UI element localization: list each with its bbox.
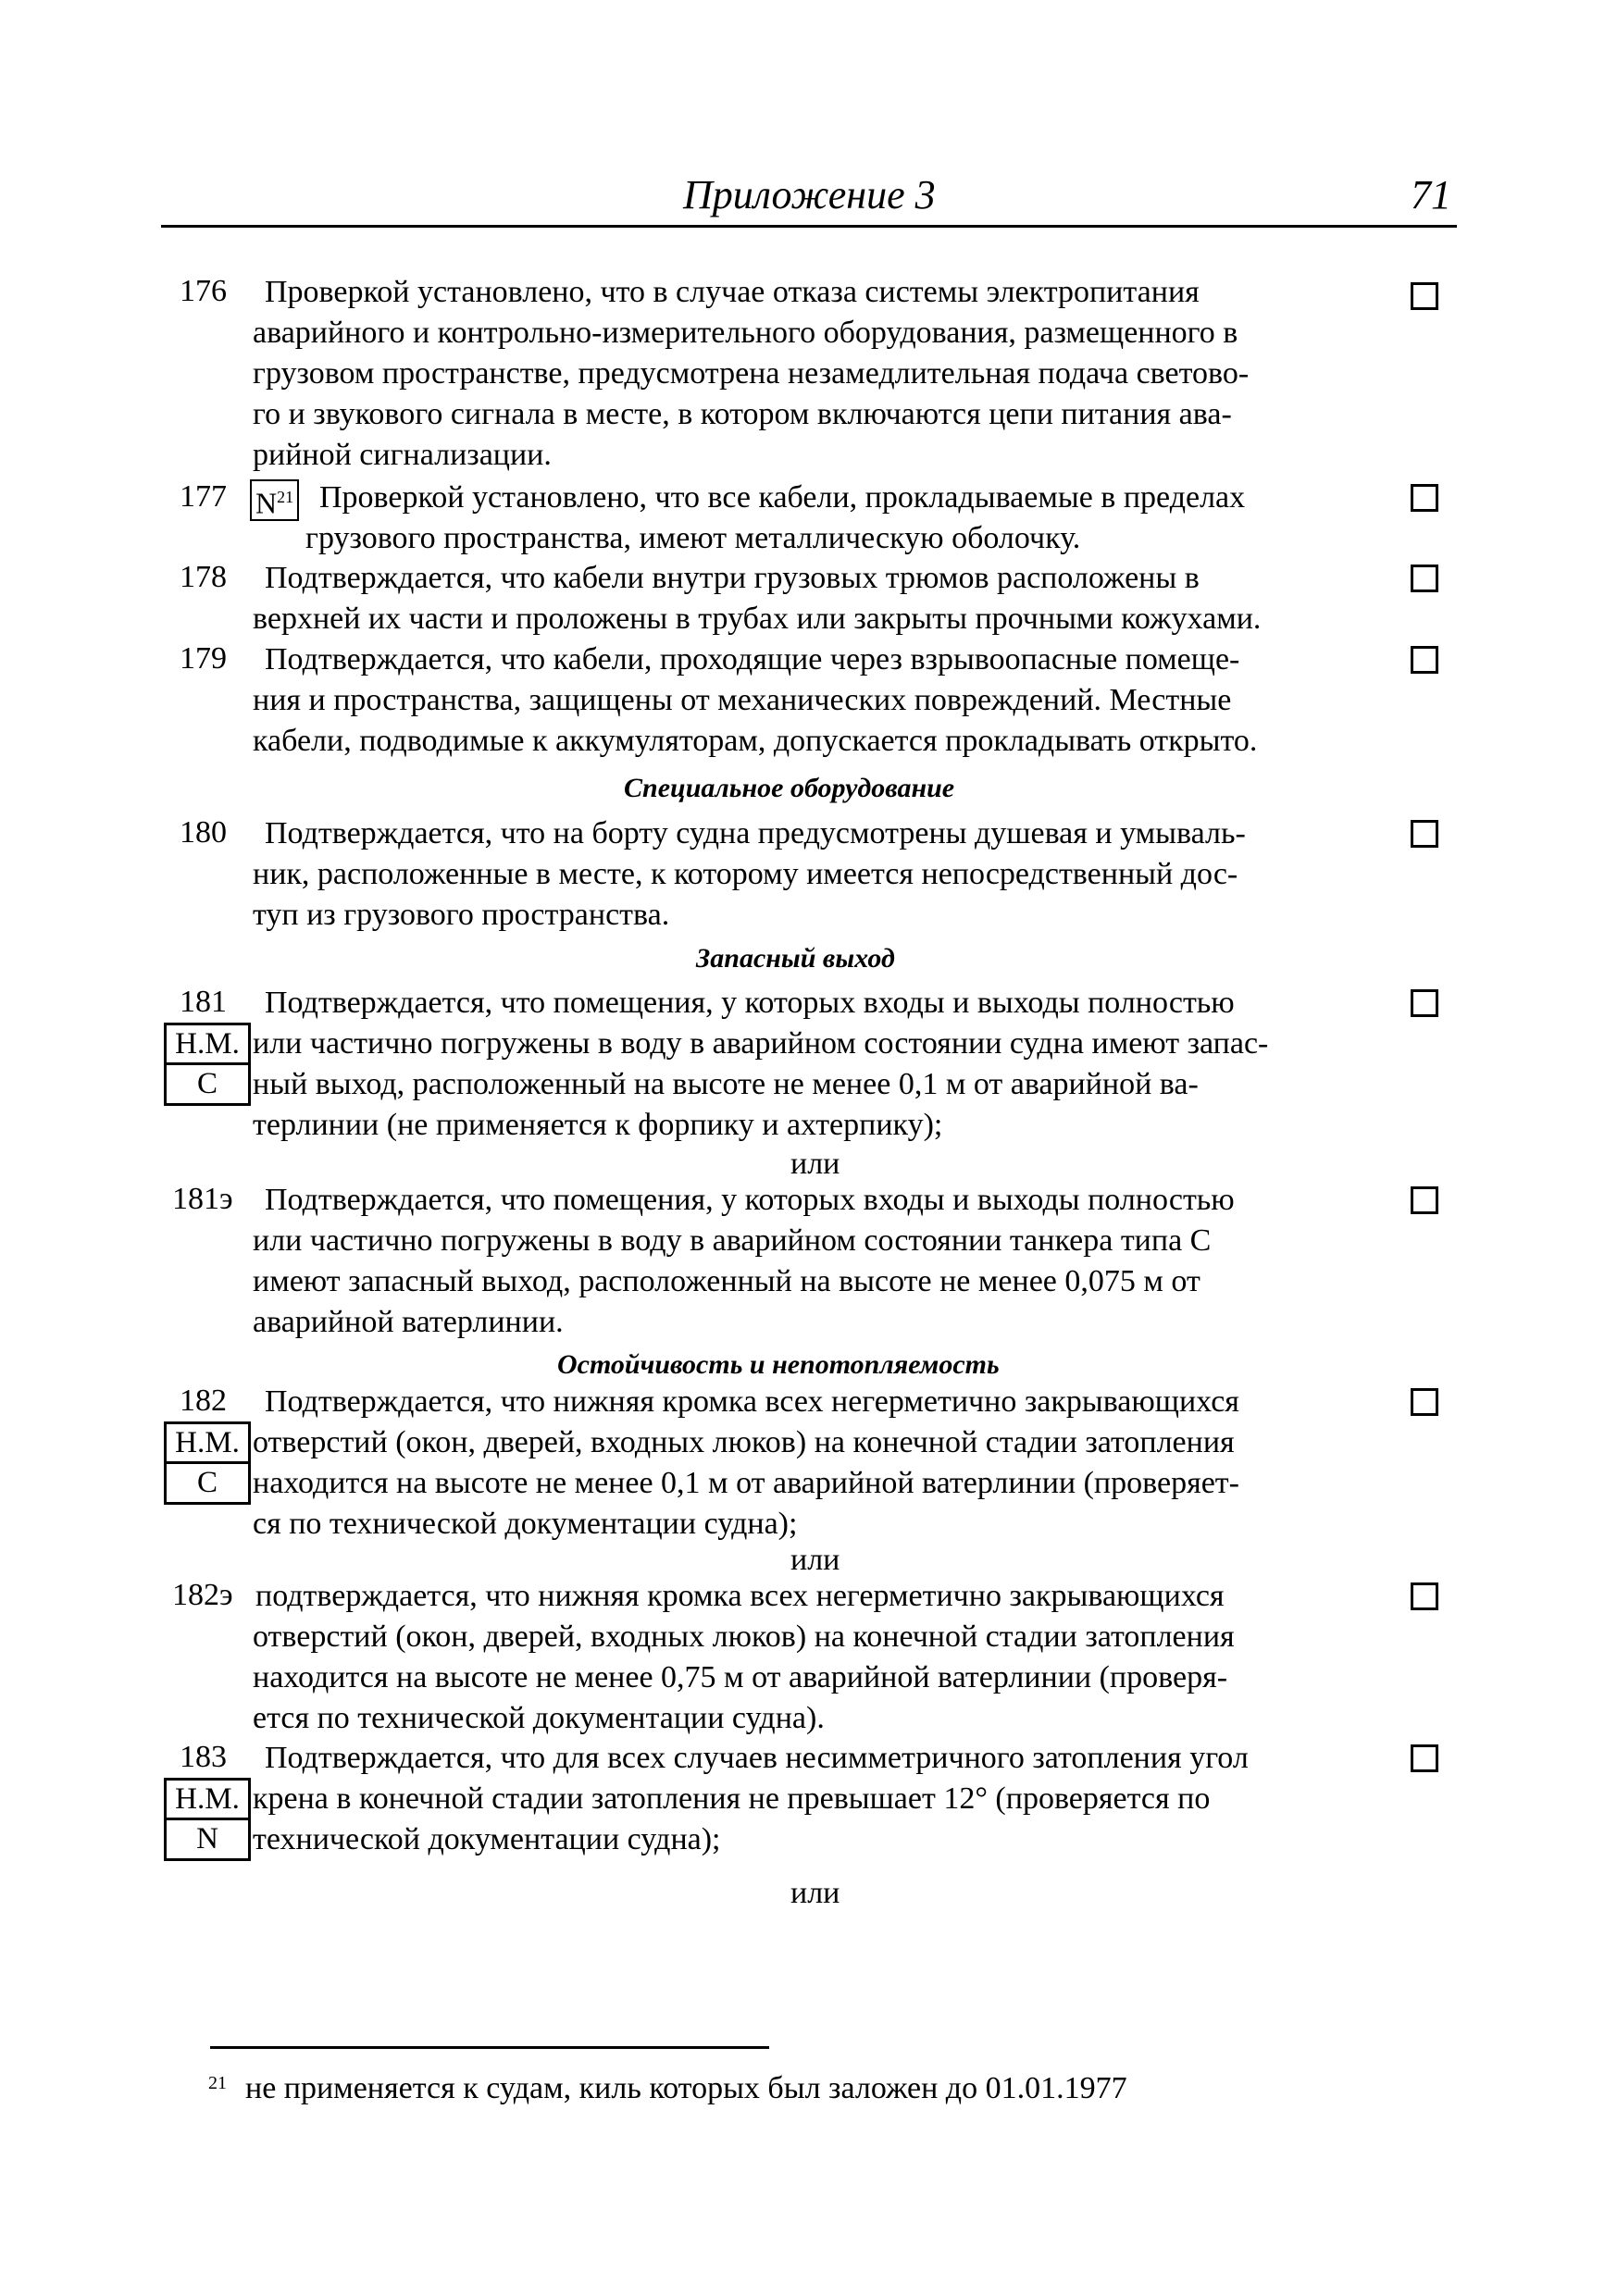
item-text-line: находится на высоте не менее 0,1 м от аварийной ватерлинии (проверяет- [253, 1466, 1239, 1500]
item-text-line: Подтверждается, что на борту судна предусмотрены душевая и умываль- [265, 816, 1246, 850]
item-text-line: Подтверждается, что нижняя кромка всех негерметично закрывающихся [265, 1384, 1239, 1419]
or-separator: или [790, 1876, 840, 1910]
item-text-line: рийной сигнализации. [253, 438, 552, 472]
item-text-line: Подтверждается, что кабели внутри грузовых трюмов расположены в [265, 561, 1200, 595]
item-182-checkbox[interactable] [1411, 1388, 1438, 1416]
item-text-line: отверстий (окон, дверей, входных люков) на конечной стадии затопления [253, 1620, 1235, 1654]
item-text-line: ния и пространства, защищены от механических повреждений. Местные [253, 683, 1232, 717]
applicability-box-top: Н.М. [164, 1778, 251, 1820]
or-separator: или [790, 1147, 840, 1181]
section-heading-special-equipment: Специальное оборудование [624, 773, 955, 803]
item-text-line: имеют запасный выход, расположенный на высоте не менее 0,075 м от [253, 1264, 1200, 1298]
item-text-line: го и звукового сигнала в месте, в котором включаются цепи питания ава- [253, 397, 1232, 431]
item-text-line: технической документации судна); [253, 1822, 721, 1856]
footnote-mark: 21 [208, 2073, 227, 2093]
item-text-line: терлинии (не применяется к форпику и ахтерпику); [253, 1108, 943, 1142]
item-text-line: Подтверждается, что кабели, проходящие через взрывоопасные помеще- [265, 642, 1240, 676]
item-text-line: Подтверждается, что для всех случаев несимметричного затопления угол [265, 1741, 1249, 1775]
item-text-line: верхней их части и проложены в трубах или закрыты прочными кожухами. [253, 602, 1262, 636]
item-text-line: крена в конечной стадии затопления не превышает 12° (проверяется по [253, 1781, 1211, 1816]
page-number: 71 [1411, 172, 1451, 217]
item-text-line: или частично погружены в воду в аварийном состоянии судна имеют запас- [253, 1026, 1269, 1061]
item-text-line: Проверкой установлено, что все кабели, прокладываемые в пределах [319, 480, 1246, 515]
item-text-line: ник, расположенные в месте, к которому имеется непосредственный дос- [253, 857, 1238, 891]
item-text-line: грузовом пространстве, предусмотрена незамедлительная подача светово- [253, 356, 1250, 391]
item-number: 181э [172, 1182, 233, 1216]
or-separator: или [790, 1543, 840, 1577]
section-heading-stability: Остойчивость и непотопляемость [557, 1349, 1000, 1380]
item-text-line: Подтверждается, что помещения, у которых входы и выходы полностью [265, 1183, 1235, 1217]
item-number: 180 [180, 815, 227, 850]
item-181e-checkbox[interactable] [1411, 1186, 1438, 1214]
item-176-checkbox[interactable] [1411, 282, 1438, 310]
item-text-line: Проверкой установлено, что в случае отказа системы электропитания [265, 275, 1200, 309]
applicability-box-top: Н.М. [164, 1023, 251, 1065]
item-number: 182э [172, 1578, 233, 1612]
item-text-line: туп из грузового пространства. [253, 898, 670, 932]
item-text-line: аварийной ватерлинии. [253, 1305, 564, 1339]
footnote-divider [210, 2046, 769, 2049]
item-text-line: Подтверждается, что помещения, у которых входы и выходы полностью [265, 986, 1235, 1020]
item-text-line: аварийного и контрольно-измерительного оборудования, размещенного в [253, 316, 1238, 350]
item-text-line: кабели, подводимые к аккумуляторам, допускается прокладывать открыто. [253, 724, 1258, 758]
item-number: 176 [180, 274, 227, 308]
item-text-line: отверстий (окон, дверей, входных люков) на конечной стадии затопления [253, 1425, 1235, 1459]
item-number: 181 [180, 985, 227, 1019]
item-number: 182 [180, 1384, 227, 1418]
item-text-line: подтверждается, что нижняя кромка всех негерметично закрывающихся [255, 1579, 1225, 1613]
item-number: 177 [180, 479, 227, 514]
item-number: 178 [180, 560, 227, 594]
item-182e-checkbox[interactable] [1411, 1582, 1438, 1610]
item-text-line: находится на высоте не менее 0,75 м от аварийной ватерлинии (проверя- [253, 1660, 1228, 1694]
item-number: 183 [180, 1740, 227, 1774]
section-heading-emergency-exit: Запасный выход [696, 943, 895, 974]
applicability-box-bottom: N [164, 1820, 251, 1861]
applicability-box-bottom: С [164, 1464, 251, 1505]
item-181-checkbox[interactable] [1411, 989, 1438, 1017]
item-183-checkbox[interactable] [1411, 1744, 1438, 1772]
footnote-ref-box: $N^{21}$ [250, 479, 299, 521]
item-178-checkbox[interactable] [1411, 565, 1438, 592]
applicability-box-bottom: С [164, 1065, 251, 1106]
item-text-line: ся по технической документации судна); [253, 1507, 798, 1541]
item-number: 179 [180, 641, 227, 676]
item-180-checkbox[interactable] [1411, 820, 1438, 848]
item-177-checkbox[interactable] [1411, 484, 1438, 512]
header-divider [161, 225, 1457, 228]
item-text-line: ный выход, расположенный на высоте не менее 0,1 м от аварийной ва- [253, 1067, 1199, 1101]
item-179-checkbox[interactable] [1411, 646, 1438, 674]
item-text-line: или частично погружены в воду в аварийном состоянии танкера типа С [253, 1223, 1212, 1258]
applicability-box-top: Н.М. [164, 1421, 251, 1464]
page-header-title: Приложение 3 [683, 172, 936, 217]
footnote-text: не применяется к судам, киль которых был заложен до 01.01.1977 [245, 2071, 1127, 2105]
item-text-line: ется по технической документации судна). [253, 1701, 825, 1735]
item-text-line: грузового пространства, имеют металлическую оболочку. [305, 521, 1081, 555]
